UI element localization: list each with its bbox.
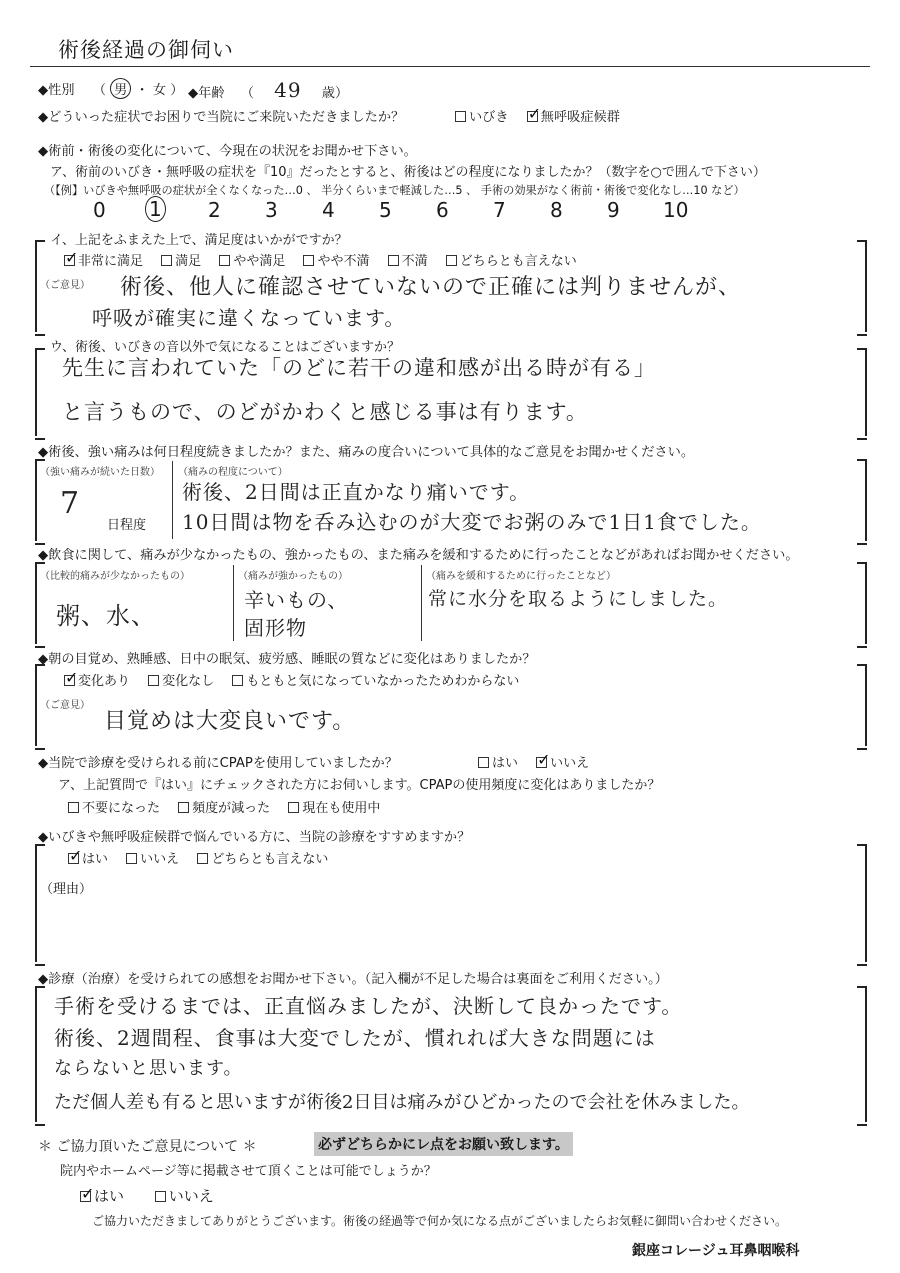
gender-label: ◆性別 xyxy=(38,83,75,98)
change-example: （【例】いびきや無呼吸の症状が全くなくなった…0 、 半分くらいまで軽減した…5 、 手術の効果がなく術前・術後で変化なし…10 など） xyxy=(44,184,745,197)
checked-checkbox-icon[interactable] xyxy=(68,853,79,864)
thanks-note: ご協力いただきましてありがとうございます。術後の経過等で何か気になる点がございましたらお気軽に御問い合わせください。 xyxy=(92,1214,788,1228)
scale-10[interactable]: 10 xyxy=(663,198,689,222)
scale-5[interactable]: 5 xyxy=(379,198,392,222)
checked-checkbox-icon[interactable] xyxy=(64,255,75,266)
food-question: ◆飲食に関して、痛みが少なかったもの、強かったもの、また痛みを緩和するために行ったことなどがあればお聞かせください。 xyxy=(38,548,799,563)
option-label: 現在も使用中 xyxy=(302,801,381,816)
satisfaction-answer-line2[interactable]: 呼吸が確実に違くなっています。 xyxy=(92,306,406,330)
pain-days-label: （強い痛みが続いた日数） xyxy=(40,467,160,478)
gender-paren-open: （ xyxy=(92,83,106,98)
sleep-question: ◆朝の目覚め、熟睡感、日中の眠気、疲労感、睡眠の質などに変化はありましたか？ xyxy=(38,652,536,667)
checkbox-icon[interactable] xyxy=(232,675,243,686)
food-strong-answer-line2[interactable]: 固形物 xyxy=(244,616,307,640)
option-label: やや満足 xyxy=(233,254,286,269)
pain-degree-label: （痛みの程度について） xyxy=(178,467,288,478)
checkbox-icon[interactable] xyxy=(148,675,159,686)
pain-answer-line2[interactable]: 10日間は物を呑み込むのが大変でお粥のみで1日1食でした。 xyxy=(182,510,762,534)
sleep-option[interactable] xyxy=(148,674,214,689)
symptom-question: ◆どういった症状でお困りで当院にご来院いただきましたか？ xyxy=(38,110,405,125)
checkbox-icon[interactable] xyxy=(178,802,189,813)
recommend-reason-label: （理由） xyxy=(40,882,93,897)
pain-question: ◆術後、強い痛みは何日程度続きましたか？また、痛みの度合いについて具体的なご意見をお聞かせください。 xyxy=(38,445,695,460)
publish-options xyxy=(80,1185,228,1206)
scale-8[interactable]: 8 xyxy=(550,198,563,222)
checkbox-icon[interactable] xyxy=(455,111,466,122)
clinic-name: 銀座コレージュ耳鼻咽喉科 xyxy=(632,1243,800,1259)
checkbox-icon[interactable] xyxy=(161,255,172,266)
publish-question: 院内やホームページ等に掲載させて頂くことは可能でしょうか？ xyxy=(60,1164,437,1179)
pain-days-unit: 日程度 xyxy=(107,518,147,533)
gender-paren-close: ） xyxy=(170,83,184,98)
change-scale-question: ア、術前のいびき・無呼吸の症状を『10』だったとすると、術後はどの程度になりましたか？（数字を○で囲んで下さい） xyxy=(50,165,766,180)
food-relief-label: （痛みを緩和するために行ったことなど） xyxy=(426,571,616,582)
food-relief-answer[interactable]: 常に水分を取るようにしました。 xyxy=(428,588,729,610)
sleep-option[interactable] xyxy=(232,674,519,689)
checked-checkbox-icon[interactable] xyxy=(80,1191,91,1202)
option-label: 不満 xyxy=(401,254,428,269)
option-label: いいえ xyxy=(168,1187,214,1205)
option-label: もともと気になっていなかったためわからない xyxy=(246,674,520,689)
impression-line4[interactable]: ただ個人差も有ると思いますが術後2日目は痛みがひどかったので会社を休みました。 xyxy=(54,1092,750,1113)
option-label: 非常に満足 xyxy=(78,254,144,269)
age-unit: 歳） xyxy=(321,86,349,101)
cpap-frequency-question: ア、上記質問で『はい』にチェックされた方にお伺いします。CPAPの使用頻度に変化はありましたか？ xyxy=(58,778,661,793)
consent-instruction: 必ずどちらかにレ点をお願い致します。 xyxy=(314,1132,573,1156)
scale-6[interactable]: 6 xyxy=(436,198,449,222)
food-divider-2 xyxy=(421,565,422,641)
impression-line3[interactable]: ならないと思います。 xyxy=(54,1058,243,1079)
option-label: 無呼吸症候群 xyxy=(540,110,620,125)
age-field xyxy=(188,78,348,102)
satisfaction-option[interactable] xyxy=(64,254,143,269)
impression-line1[interactable]: 手術を受けるまでは、正直悩みましたが、決断して良かったです。 xyxy=(54,994,683,1018)
gender-field xyxy=(38,78,183,99)
cpap-frequency-options xyxy=(68,797,394,816)
satisfaction-option[interactable] xyxy=(303,254,369,269)
age-paren-open: （ xyxy=(240,86,254,101)
other-answer-line2[interactable]: と言うもので、のどがかわくと感じる事は有ります。 xyxy=(62,400,588,424)
other-answer-line1[interactable]: 先生に言われていた「のどに若干の違和感が出る時が有る」 xyxy=(62,356,656,380)
sleep-answer[interactable]: 目覚めは大変良いです。 xyxy=(104,709,356,734)
cpap-options xyxy=(478,752,603,771)
symptom-option-apnea[interactable] xyxy=(527,110,620,125)
checkbox-icon[interactable] xyxy=(303,255,314,266)
cpap-frequency-option[interactable] xyxy=(178,801,270,816)
age-label: ◆年齢 xyxy=(188,86,225,101)
impression-question: ◆診療（治療）を受けられての感想をお聞かせ下さい。（記入欄が不足した場合は裏面をご利用ください。） xyxy=(38,972,668,987)
page-title: 術後経過の御伺い xyxy=(58,38,234,62)
checkbox-icon[interactable] xyxy=(68,802,79,813)
checkbox-icon[interactable] xyxy=(388,255,399,266)
food-divider-1 xyxy=(233,565,234,641)
checkbox-icon[interactable] xyxy=(197,853,208,864)
satisfaction-answer-line1[interactable]: 術後、他人に確認させていないので正確には判りませんが、 xyxy=(120,275,742,300)
recommend-option[interactable] xyxy=(197,852,328,867)
impression-line2[interactable]: 術後、2週間程、食事は大変でしたが、慣れれば大きな問題には xyxy=(54,1026,656,1050)
satisfaction-option[interactable] xyxy=(446,254,577,269)
opinion-label: （ご意見） xyxy=(40,700,90,711)
symptom-option-snoring[interactable] xyxy=(455,110,509,125)
option-label: 満足 xyxy=(175,254,202,269)
recommend-option[interactable] xyxy=(126,852,179,867)
scale-2[interactable]: 2 xyxy=(208,198,221,222)
option-label: いいえ xyxy=(550,756,590,771)
food-less-answer[interactable]: 粥、水、 xyxy=(56,602,156,630)
age-value[interactable]: 49 xyxy=(274,78,302,102)
option-label: いびき xyxy=(469,110,509,125)
recommend-option[interactable] xyxy=(68,852,108,867)
checked-checkbox-icon[interactable] xyxy=(64,675,75,686)
gender-separator: ・ xyxy=(135,83,149,98)
title-divider xyxy=(30,66,870,67)
checkbox-icon[interactable] xyxy=(446,255,457,266)
option-label: 不要になった xyxy=(82,801,161,816)
scale-1-selected[interactable]: 1 xyxy=(145,196,166,222)
scale-3[interactable]: 3 xyxy=(265,198,278,222)
checkbox-icon[interactable] xyxy=(288,802,299,813)
checkbox-icon[interactable] xyxy=(126,853,137,864)
option-label: やや不満 xyxy=(317,254,370,269)
publish-option-yes[interactable] xyxy=(80,1187,124,1205)
food-strong-answer-line1[interactable]: 辛いもの、 xyxy=(244,588,349,612)
sleep-option[interactable] xyxy=(64,674,130,689)
cpap-frequency-option[interactable] xyxy=(288,801,380,816)
recommend-options xyxy=(68,848,342,867)
scale-7[interactable]: 7 xyxy=(493,198,506,222)
pain-answer-line1[interactable]: 術後、2日間は正直かなり痛いです。 xyxy=(182,480,531,504)
option-label: 頻度が減った xyxy=(192,801,271,816)
checkbox-icon[interactable] xyxy=(219,255,230,266)
satisfaction-question: イ、上記をふまえた上で、満足度はいかがですか？ xyxy=(50,233,348,248)
cpap-frequency-option[interactable] xyxy=(68,801,160,816)
change-heading: ◆術前・術後の変化について、今現在の状況をお聞かせ下さい。 xyxy=(38,144,417,159)
option-label: どちらとも言えない xyxy=(211,852,329,867)
option-label: 変化あり xyxy=(78,674,131,689)
checkbox-icon[interactable] xyxy=(155,1191,166,1202)
option-label: はい xyxy=(82,852,109,867)
gender-male-option[interactable]: 男 xyxy=(110,78,131,99)
cpap-question: ◆当院で診療を受けられる前にCPAPを使用していましたか？ xyxy=(38,756,398,771)
satisfaction-option[interactable] xyxy=(388,254,428,269)
scale-0[interactable]: 0 xyxy=(93,198,106,222)
satisfaction-option[interactable] xyxy=(219,254,285,269)
satisfaction-option[interactable] xyxy=(161,254,201,269)
publish-option-no[interactable] xyxy=(155,1187,214,1205)
option-label: 変化なし xyxy=(162,674,215,689)
recommend-question: ◆いびきや無呼吸症候群で悩んでいる方に、当院の診療をすすめますか？ xyxy=(38,830,471,845)
scale-9[interactable]: 9 xyxy=(607,198,620,222)
checkbox-icon[interactable] xyxy=(478,757,489,768)
opinion-label: （ご意見） xyxy=(40,280,90,291)
checked-checkbox-icon[interactable] xyxy=(536,757,547,768)
pain-divider xyxy=(172,461,173,539)
gender-female-option[interactable]: 女 xyxy=(152,83,167,98)
option-label: いいえ xyxy=(140,852,180,867)
cpap-option-yes[interactable] xyxy=(478,756,518,771)
option-label: はい xyxy=(94,1187,125,1205)
pain-days-value[interactable]: 7 xyxy=(60,486,81,521)
food-less-label: （比較的痛みが少なかったもの） xyxy=(40,571,190,582)
satisfaction-options xyxy=(64,250,591,269)
other-concerns-question: ウ、術後、いびきの音以外で気になることはございますか？ xyxy=(50,340,400,355)
cpap-option-no[interactable] xyxy=(536,756,589,771)
consent-title: ＊ ご協力頂いたご意見について ＊ xyxy=(38,1139,257,1155)
checked-checkbox-icon[interactable] xyxy=(527,111,538,122)
sleep-options xyxy=(64,670,533,689)
scale-4[interactable]: 4 xyxy=(322,198,335,222)
symptom-options xyxy=(455,106,634,125)
food-strong-label: （痛みが強かったもの） xyxy=(238,571,348,582)
option-label: はい xyxy=(492,756,519,771)
option-label: どちらとも言えない xyxy=(459,254,577,269)
